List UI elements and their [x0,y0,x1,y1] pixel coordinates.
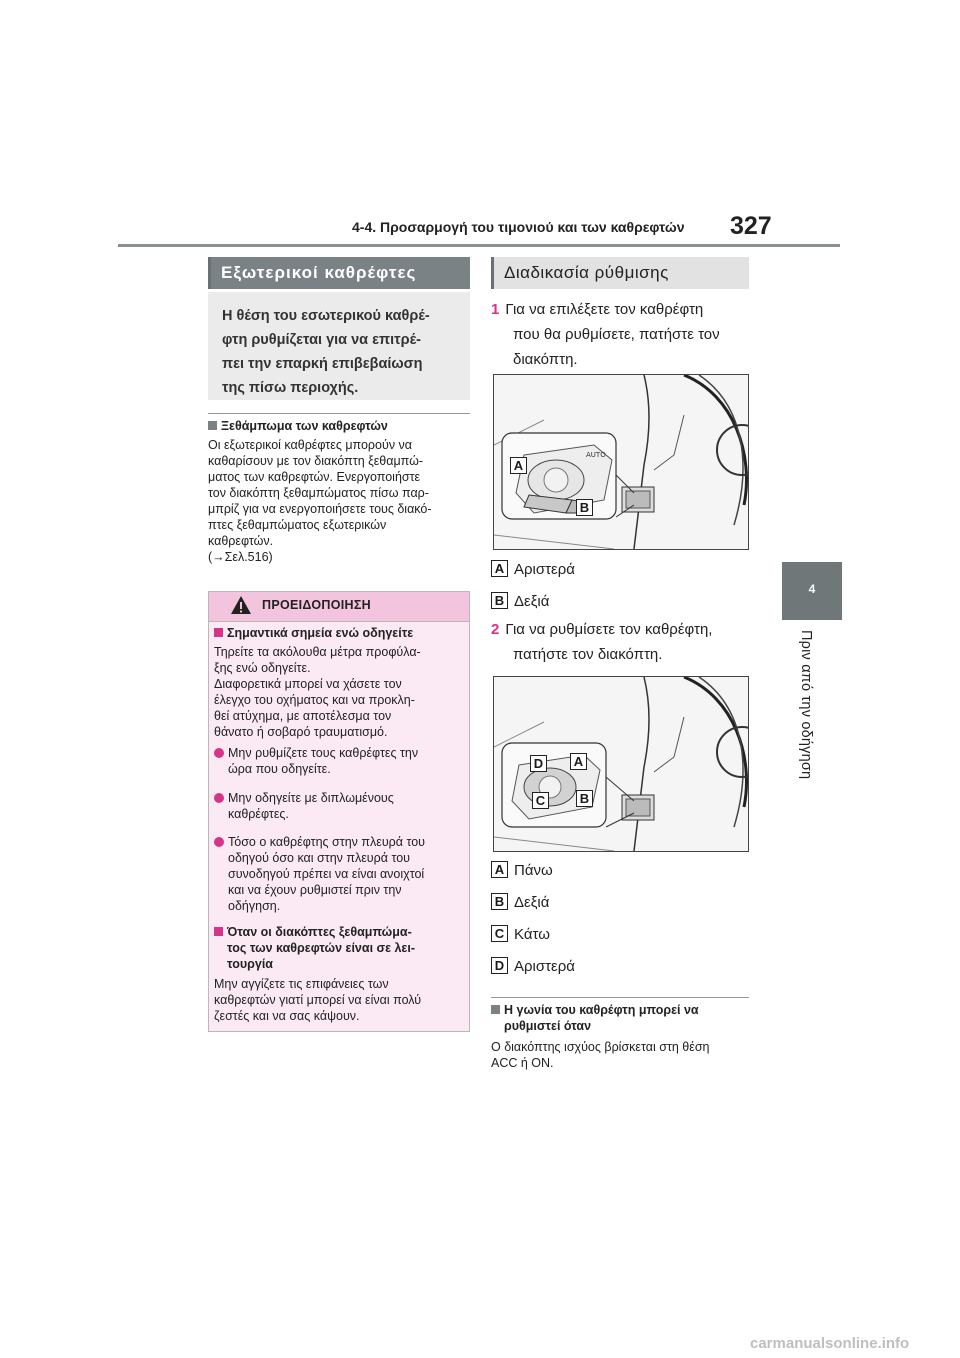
intro-line: Η θέση του εσωτερικού καθρέ- [222,308,430,324]
bullet-line: συνοδηγού πρέπει να είναι ανοιχτοί [228,867,425,881]
square-bullet-icon [214,927,223,936]
page-reference: (→Σελ.516) [208,550,273,564]
body-line: μπρίζ για να ενεργοποιήσετε τους διακό- [208,502,432,516]
warning-text [214,644,421,740]
body-line: καθαρίσουν με τον διακόπτη ξεθαμπώ- [208,454,424,468]
subheading-text: Όταν οι διακόπτες ξεθαμπώμα- [227,925,412,939]
subheading-line: τος των καθρεφτών είναι σε λει- [227,941,415,955]
round-bullet-icon [214,793,224,803]
body-line: ματος των καθρεφτών. Ενεργοποιήστε [208,470,421,484]
legend-item [491,592,549,611]
bullet-line [214,745,418,761]
legend-text: Πάνω [514,862,553,879]
warning-title: ΠΡΟΕΙΔΟΠΟΙΗΣΗ [262,598,371,612]
bullet-text: Μην ρυθμίζετε τους καθρέφτες την [228,746,419,760]
label-d: D [530,755,547,772]
watermark: carmanualsonline.info [750,1335,910,1352]
intro-line: φτη ρυθμίζεται για να επιτρέ- [222,332,421,348]
subheading-line [491,1002,699,1018]
chapter-title: Πριν από την οδήγηση [798,630,814,780]
legend-text: Κάτω [514,926,550,943]
legend-key: D [491,957,508,974]
label-a: A [510,457,527,474]
body-line: καθρεφτών. [208,534,274,548]
warning-triangle-icon [230,595,252,620]
divider [491,997,749,998]
adjustment-procedure-heading: Διαδικασία ρύθμισης [491,257,749,289]
header-divider [118,244,840,247]
bullet-text: Τόσο ο καθρέφτης στην πλευρά του [228,835,426,849]
warning-line: Τηρείτε τα ακόλουθα μέτρα προφύλα- [214,645,421,659]
label-c: C [532,792,549,809]
bullet-line [214,790,394,806]
subheading-line: τουργία [227,957,273,971]
angle-adjust-subheading [491,1002,699,1034]
step-line: που θα ρυθμίσετε, πατήστε τον [513,326,720,343]
step-1 [491,297,720,372]
step-number: 1 [491,301,500,318]
subheading-line [214,924,415,940]
legend-key: B [491,592,508,609]
body-line: Οι εξωτερικοί καθρέφτες μπορούν να [208,438,413,452]
chapter-number: 4 [808,582,816,596]
warning-line: θάνατο ή σοβαρό τραυματισμό. [214,725,388,739]
step-line [491,617,712,642]
step-text: Για να επιλέξετε τον καθρέφτη [505,301,704,318]
bullet-text: Μην οδηγείτε με διπλωμένους [228,791,394,805]
svg-text:AUTO: AUTO [586,451,606,459]
warning-text [214,976,421,1024]
warning-sub1-text: Σημαντικά σημεία ενώ οδηγείτε [227,626,414,640]
step-line: πατήστε τον διακόπτη. [513,646,663,663]
warning-line: ζεστές και να σας κάψουν. [214,1009,360,1023]
bullet-line: οδήγηση. [228,899,281,913]
legend-text: Δεξιά [514,894,550,911]
label-b: B [576,790,593,807]
legend-item [491,861,553,880]
step-line: διακόπτη. [513,351,578,368]
divider [208,413,470,414]
legend-text: Αριστερά [514,958,575,975]
warning-line: έλεγχο του οχήματος και να προκλη- [214,693,415,707]
step-line [491,297,720,322]
page-number: 327 [730,212,772,240]
body-line: τον διακόπτη ξεθαμπώματος πίσω παρ- [208,486,429,500]
chapter-tab [782,562,842,620]
warning-line: καθρεφτών γιατί μπορεί να είναι πολύ [214,993,422,1007]
legend-item [491,925,550,944]
round-bullet-icon [214,837,224,847]
subheading-line: ρυθμιστεί όταν [504,1019,592,1033]
legend-item [491,893,549,912]
warning-bullet [214,745,418,777]
intro-box [208,292,470,400]
legend-key: A [491,861,508,878]
defog-subheading [208,419,388,433]
intro-line: πει την επαρκή επιβεβαίωση [222,356,423,372]
warning-subheading [214,924,415,972]
warning-line: θεί ατύχημα, με αποτέλεσμα τον [214,709,392,723]
exterior-mirrors-heading: Εξωτερικοί καθρέφτες [208,257,470,289]
legend-item [491,560,575,579]
bullet-line: ώρα που οδηγείτε. [228,762,331,776]
angle-adjust-body [491,1039,710,1071]
subheading-text: Η γωνία του καθρέφτη μπορεί να [504,1003,699,1017]
legend-key: B [491,893,508,910]
section-title: 4-4. Προσαρμογή του τιμονιού και των καθρεφτών [352,219,685,235]
square-bullet-icon [208,421,217,430]
step-2 [491,617,712,667]
body-line: ACC ή ON. [491,1056,554,1070]
mirror-switch-photo-adjust [493,676,749,852]
square-bullet-icon [214,628,223,637]
legend-key: C [491,925,508,942]
intro-line: της πίσω περιοχής. [222,380,359,396]
bullet-line [214,834,425,850]
bullet-line: και να έχουν ρυθμιστεί πριν την [228,883,402,897]
body-line: Ο διακόπτης ισχύος βρίσκεται στη θέση [491,1040,710,1054]
defog-body [208,437,470,565]
warning-subheading [214,626,413,640]
mirror-switch-photo-select [493,374,749,550]
defog-title-text: Ξεθάμπωμα των καθρεφτών [221,419,388,433]
warning-line: ξης ενώ οδηγείτε. [214,661,311,675]
step-number: 2 [491,621,500,638]
square-bullet-icon [491,1005,500,1014]
warning-bullet [214,790,394,822]
bullet-line: καθρέφτες. [228,807,289,821]
legend-text: Αριστερά [514,561,575,578]
label-b: B [576,499,593,516]
step-text: Για να ρυθμίσετε τον καθρέφτη, [505,621,713,638]
warning-line: Διαφορετικά μπορεί να χάσετε τον [214,677,402,691]
legend-key: A [491,560,508,577]
legend-item [491,957,575,976]
warning-line: Μην αγγίζετε τις επιφάνειες των [214,977,389,991]
label-a: A [570,753,587,770]
body-line: πτες ξεθαμπώματος εξωτερικών [208,518,387,532]
bullet-line: οδηγού όσο και στην πλευρά του [228,851,411,865]
round-bullet-icon [214,748,224,758]
warning-bullet [214,834,425,914]
legend-text: Δεξιά [514,593,550,610]
